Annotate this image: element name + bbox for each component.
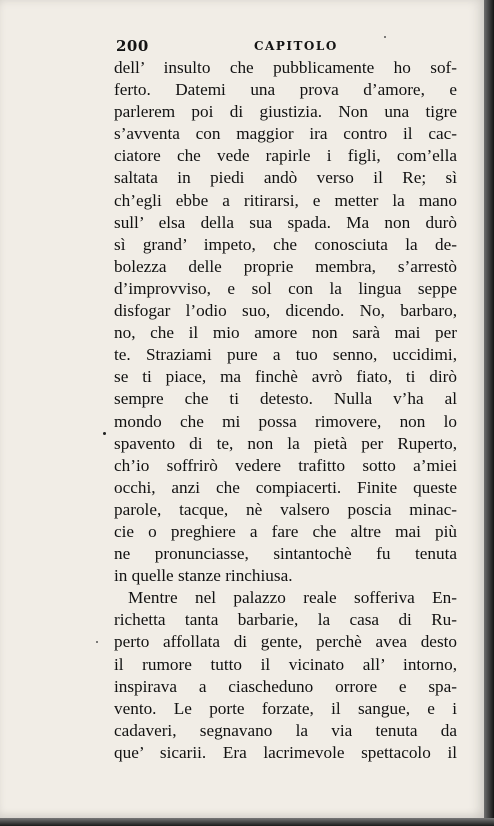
paper-speck [96,641,98,643]
text-line: inspirava a ciascheduno orrore e spa- [114,676,457,696]
text-line: bolezza delle proprie membra, s’arrestò [114,256,457,276]
text-line: se ti piace, ma finchè avrò fiato, ti dirò [114,367,457,387]
text-line: cie o preghiere a fare che altre mai più [114,521,457,541]
text-line: ch’io soffrirò vedere trafitto sotto a’miei [114,455,457,475]
text-line: disfogar l’odio suo, dicendo. No, barbaro, [114,301,457,321]
text-line: ch’egli ebbe a ritirarsi, e metter la mano [114,190,457,210]
text-line: d’improvviso, e sol con la lingua seppe [114,278,457,298]
body-text [114,57,457,764]
text-line: cadaveri, segnavano la via tenuta da [114,720,457,740]
text-line: parole, tacque, nè valsero poscia minac- [114,499,457,519]
text-line: sempre che ti detesto. Nulla v’ha al [114,389,457,409]
text-line: il rumore tutto il vicinato all’ intorno, [114,654,457,674]
text-line: ciatore che vede rapirle i figli, com’ella [114,146,457,166]
text-line: te. Straziami pure a tuo senno, uccidimi, [114,345,457,365]
text-line: occhi, anzi che compiacerti. Finite queste [114,477,457,497]
running-head: CAPITOLO [254,39,338,53]
text-line: que’ sicarii. Era lacrimevole spettacolo il [114,742,457,762]
page-edge-shadow [484,0,494,826]
text-line: dell’ insulto che pubblicamente ho sof- [114,58,457,77]
text-line: sì grand’ impeto, che conosciuta la de- [114,234,457,254]
text-line: vento. Le porte forzate, il sangue, e i [114,698,457,718]
text-line: mondo che mi possa rimovere, non lo [114,411,457,431]
page-header [116,36,461,56]
paper-speck [384,36,386,38]
paragraph-start-line: Mentre nel palazzo reale sofferiva En- [128,588,457,608]
text-line: ne pronunciasse, sintantochè fu tenuta [114,544,457,564]
text-line: sull’ elsa della sua spada. Ma non durò [114,212,457,232]
text-line: s’avventa con maggior ira contro il cac- [114,124,457,144]
page-number: 200 [116,37,149,55]
text-line: richetta tanta barbarie, la casa di Ru- [114,610,457,630]
paragraph-end-line: in quelle stanze rinchiusa. [114,566,293,586]
text-line: perto affollata di gente, perchè avea desto [114,632,457,652]
text-line: ferto. Datemi una prova d’amore, e [114,80,457,100]
text-line: no, che il mio amore non sarà mai per [114,323,457,343]
text-line: spavento di te, non la pietà per Ruperto, [114,433,457,453]
text-line: parlerem poi di giustizia. Non una tigre [114,102,457,122]
margin-ink-dot [103,432,106,435]
text-line: saltata in piedi andò verso il Re; sì [114,168,457,188]
page-bottom-shadow [0,818,494,826]
